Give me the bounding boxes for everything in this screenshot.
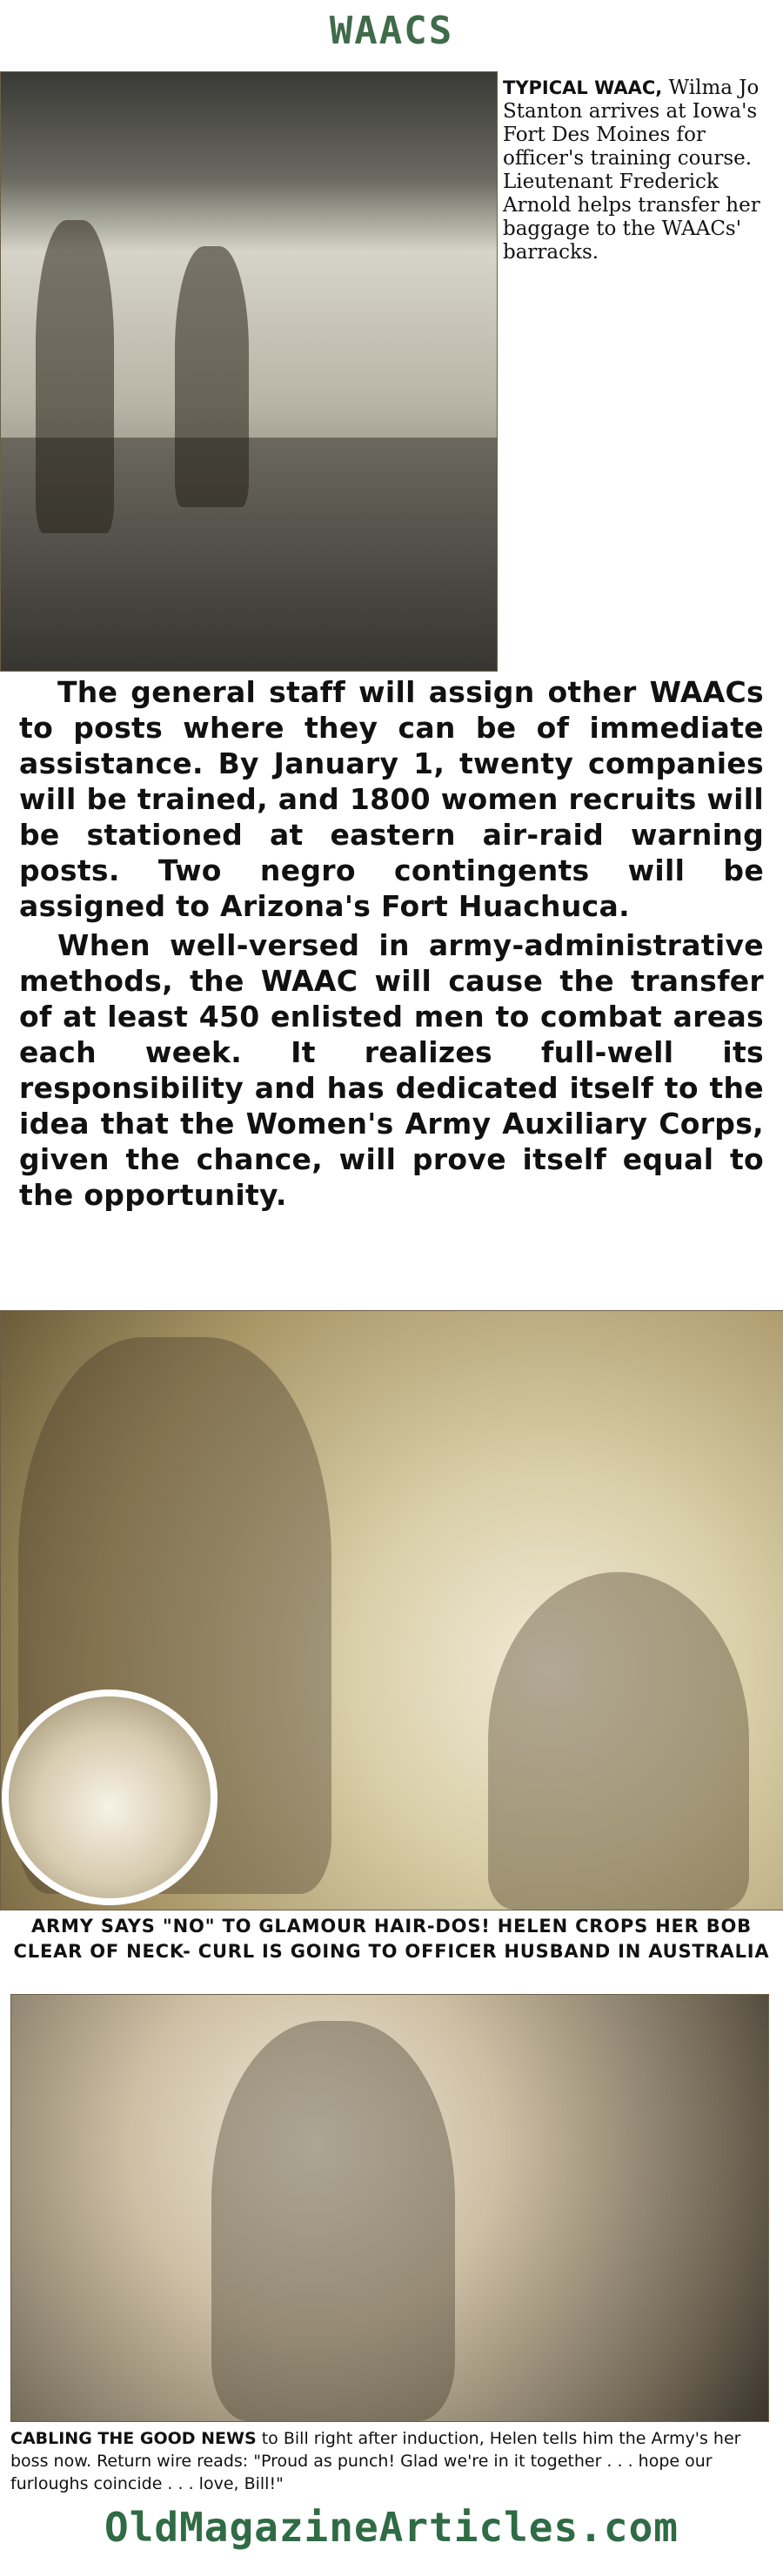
caption-lead: CABLING THE GOOD NEWS xyxy=(10,2429,257,2448)
page-title: WAACS xyxy=(329,9,454,53)
photo-caption-hair: ARMY SAYS "NO" TO GLAMOUR HAIR-DOS! HELEN CROPS HER BOB CLEAR OF NECK- CURL IS GOING TO OFFICER HUSBAND IN AUSTRALIA xyxy=(13,1916,770,1962)
photo-caption-bottom xyxy=(10,2427,773,2495)
footer-site-link[interactable]: OldMagazineArticles.com xyxy=(104,2504,679,2551)
article-paragraph: The general staff will assign other WAACs to posts where they can be of immediate assistance. By January 1, twenty companies will be trained, and 1800 women recruits will be stationed at eastern air-raid warning posts. Two negro contingents will be assigned to Arizona's Fort Huachuca. xyxy=(19,675,764,923)
article-body xyxy=(19,674,764,1216)
caption-lead: TYPICAL WAAC, xyxy=(503,77,663,98)
photo-woman-portrait xyxy=(10,1994,769,2422)
caption-text: Wilma Jo Stanton arrives at Iowa's Fort Des Moines for officer's training course. Lieutenant Frederick Arnold helps transfer her baggage to the WAACs' barracks. xyxy=(503,77,760,264)
article-paragraph: When well-versed in army-administrative methods, the WAAC will cause the transfer of at least 450 enlisted men to combat areas each week. It realizes full-well its responsibility and has dedicated itself to the idea that the Women's Army Auxiliary Corps, given the chance, will prove itself equal to the opportunity. xyxy=(19,928,764,1212)
photo-baggage-arrival xyxy=(0,71,498,672)
caption-text: to Bill right after induction, Helen tells him the Army's her boss now. Return wire reads: "Proud as punch! Glad we're in it together . . . hope our furloughs coincide . . . love, Bill!" xyxy=(10,2429,741,2493)
photo-inset-circle xyxy=(2,1689,218,1905)
photo-caption-top xyxy=(503,77,780,264)
